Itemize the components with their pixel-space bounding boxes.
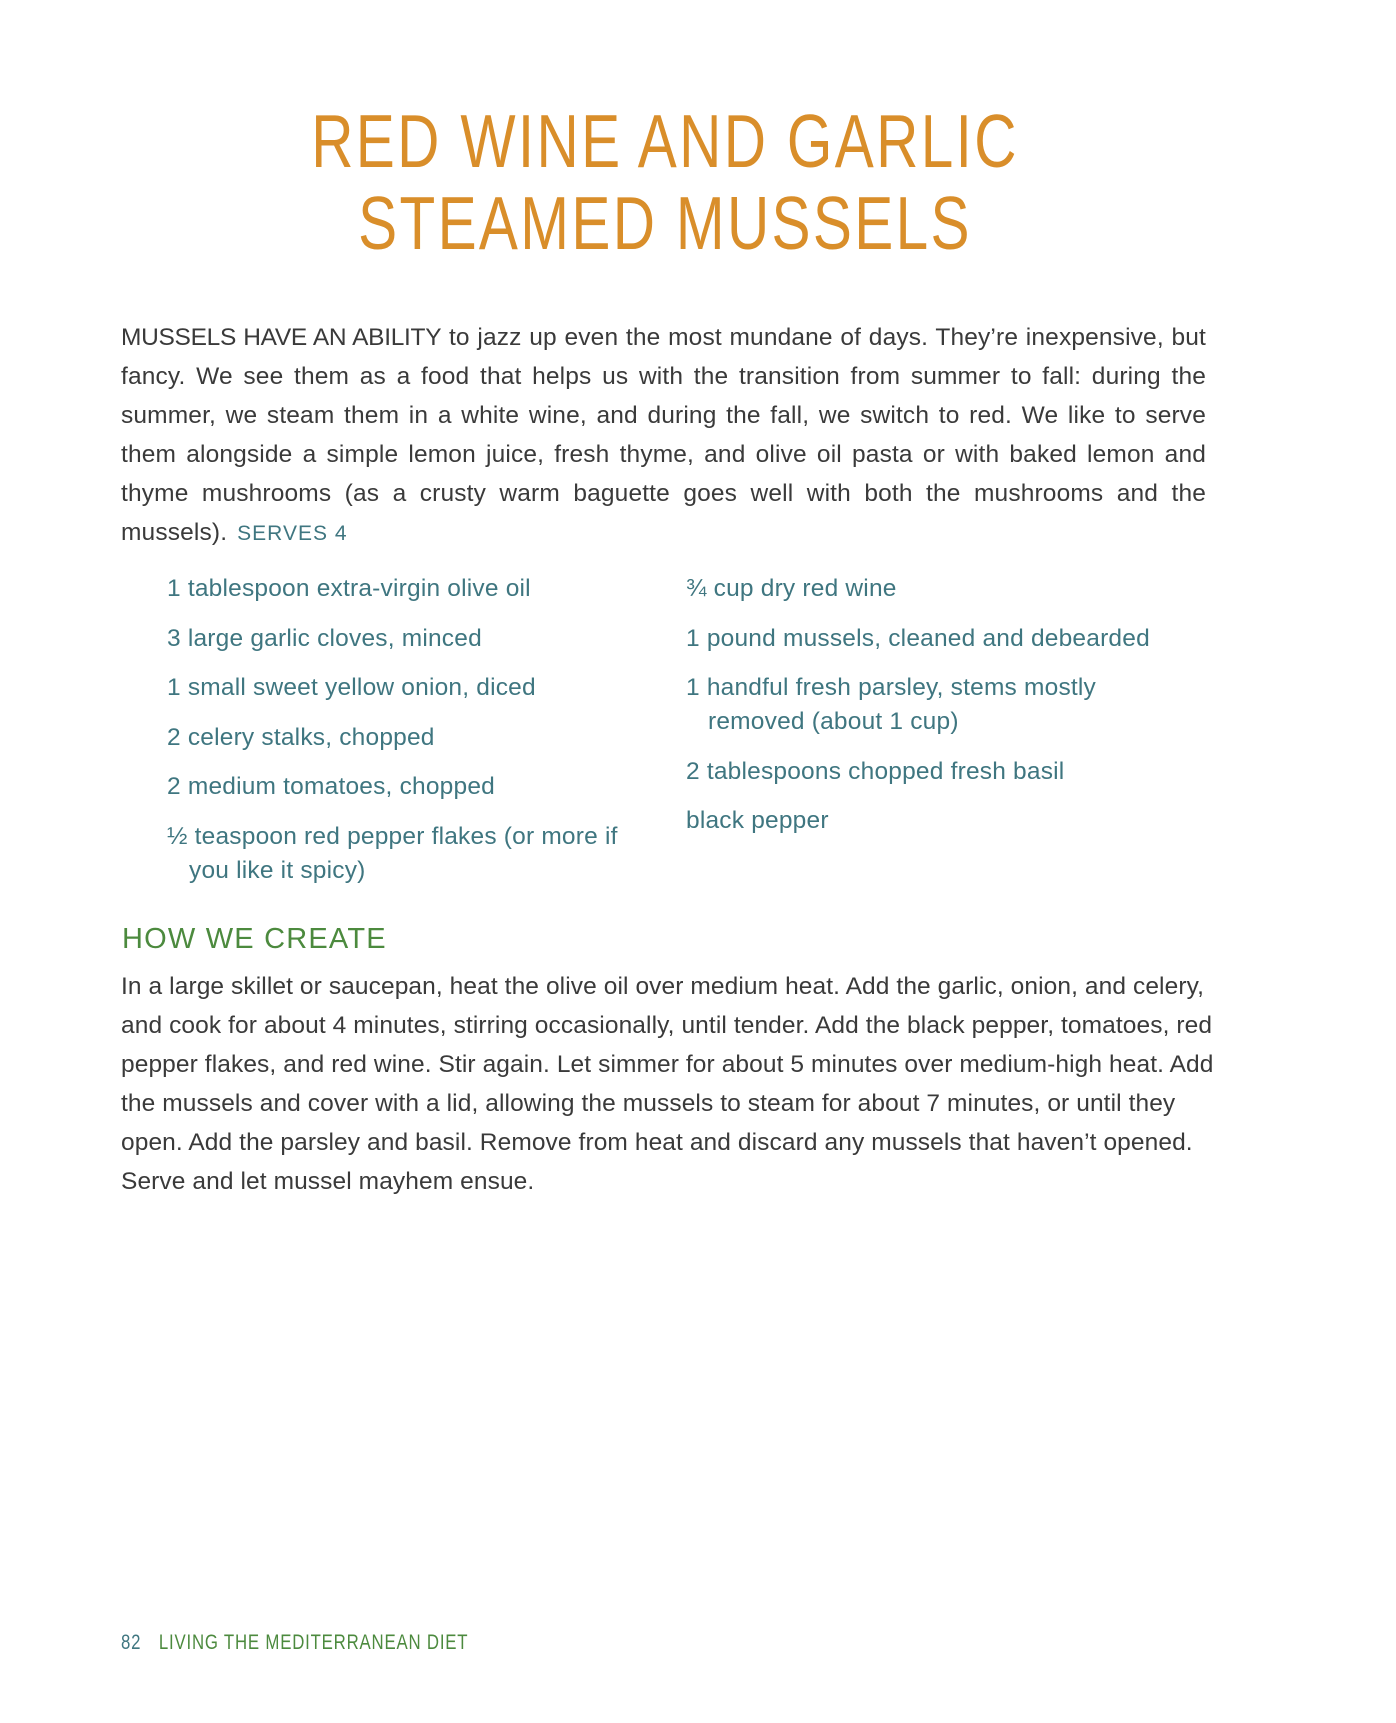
ingredient-item: 2 celery stalks, chopped: [167, 723, 435, 751]
intro-text: to jazz up even the most mundane of days. They’re inexpensive, but fancy. We see them as a food that helps us with the transition from summer to fall: during the summer, we steam them in a white wine, and during the fall, we switch to red. We like to serve them alongside a simple lemon juice, fresh thyme, and olive oil pasta or with baked lemon and thyme mushrooms (as a crusty warm baguette goes well with both the mushrooms and the mussels).: [121, 324, 1206, 546]
ingredient-item: 2 medium tomatoes, chopped: [167, 773, 495, 800]
page-footer: [121, 1630, 468, 1656]
ingredient-item: black pepper: [686, 807, 829, 834]
running-book-title: LIVING THE MEDITERRANEAN DIET: [158, 1631, 469, 1654]
intro-paragraph: [121, 318, 1206, 553]
intro-lead: MUSSELS HAVE AN ABILITY: [121, 324, 442, 351]
ingredients-left-column: [167, 572, 657, 903]
ingredient-item: 1 handful fresh parsley, stems mostly removed (about 1 cup): [686, 674, 1096, 735]
title-line-1: RED WINE AND GARLIC: [311, 99, 1019, 183]
ingredient-item: 3 large garlic cloves, minced: [167, 624, 482, 652]
method-paragraph: In a large skillet or saucepan, heat the olive oil over medium heat. Add the garlic, onion, and celery, and cook for about 4 minutes, stirring occasionally, until tender. Add the black pepper, tomatoes, red pepper flakes, and red wine. Stir again. Let simmer for about 5 minutes over medium-high heat. Add the mussels and cover with a lid, allowing the mussels to steam for about 7 minutes, or until they open. Add the parsley and basil. Remove from heat and discard any mussels that haven’t opened. Serve and let mussel mayhem ensue.: [121, 973, 1214, 1195]
ingredient-item: 1 tablespoon extra-virgin olive oil: [167, 575, 531, 602]
ingredient-item: 2 tablespoons chopped fresh basil: [686, 757, 1065, 785]
serves-label: SERVES 4: [237, 522, 348, 545]
page-title: [146, 100, 1183, 264]
title-line-2: STEAMED MUSSELS: [358, 181, 972, 265]
ingredient-item: 1 small sweet yellow onion, diced: [167, 674, 536, 701]
ingredient-item: 1 pound mussels, cleaned and debearded: [686, 624, 1150, 652]
method-heading: HOW WE CREATE: [122, 923, 387, 955]
ingredients-right-column: [686, 572, 1186, 854]
page-number: 82: [121, 1631, 142, 1654]
ingredient-item: ¾ cup dry red wine: [686, 575, 897, 602]
ingredient-item: ½ teaspoon red pepper flakes (or more if you like it spicy): [167, 822, 618, 884]
